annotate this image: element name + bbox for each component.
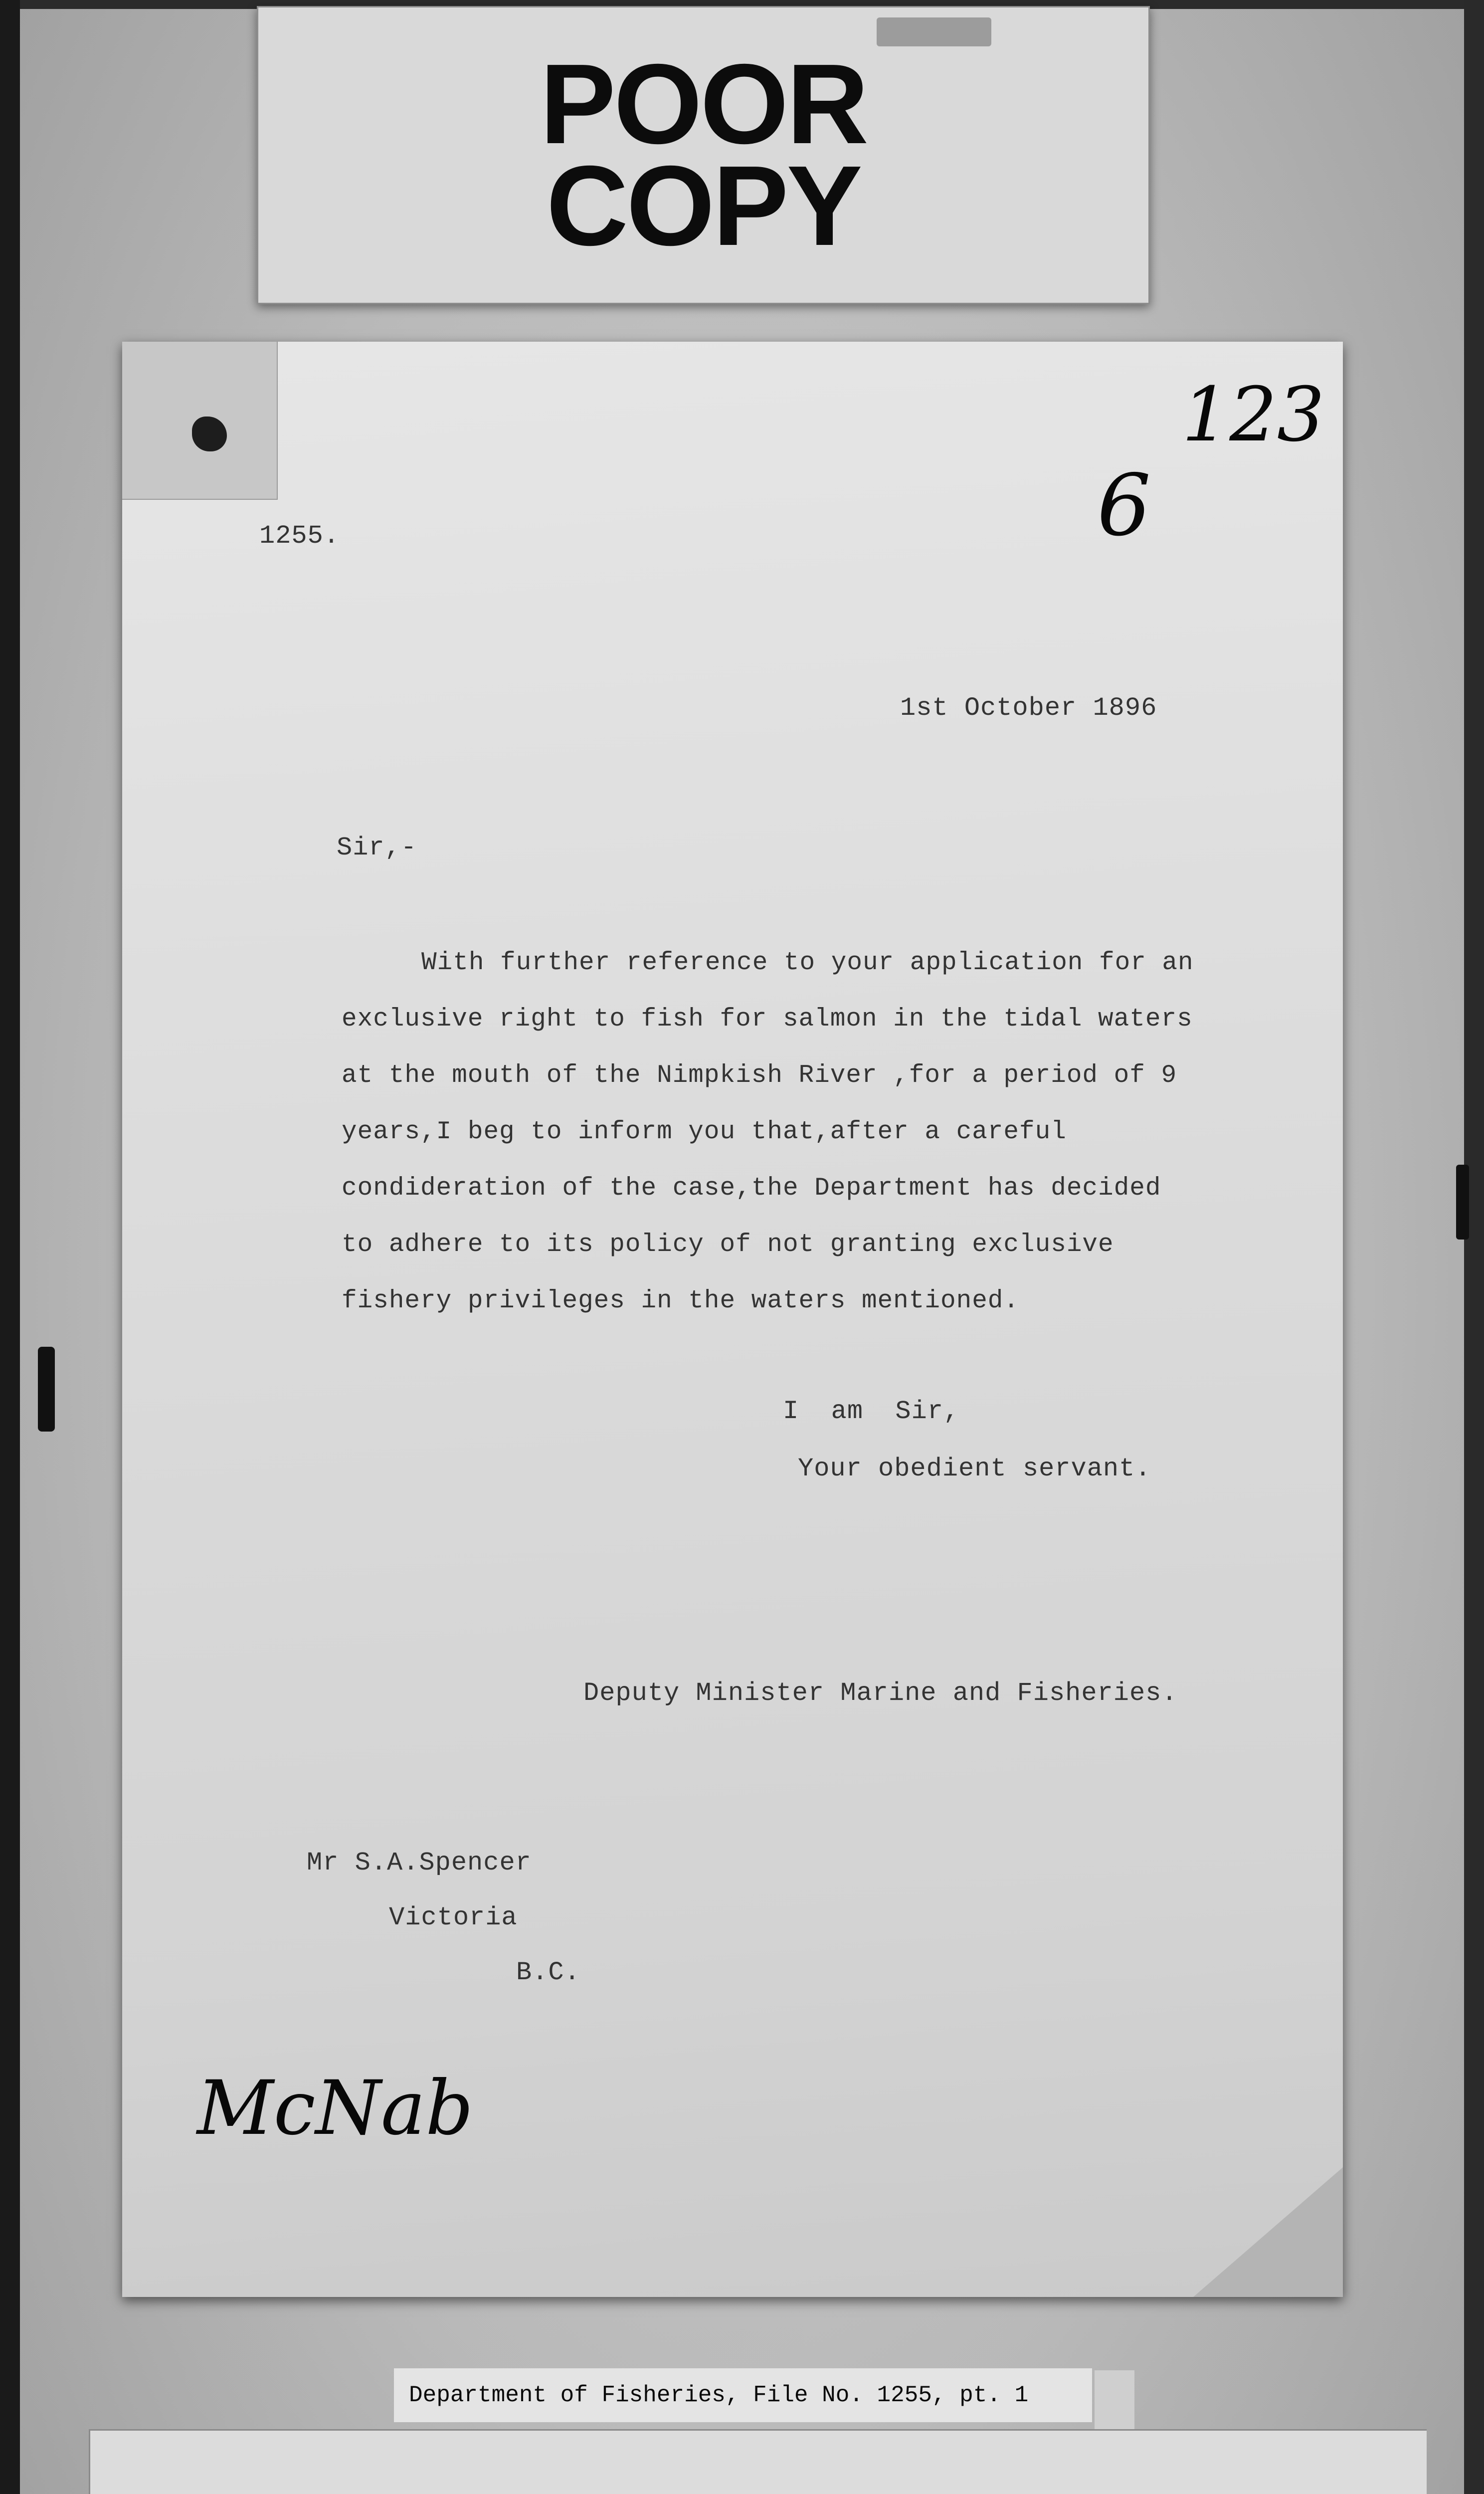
- body-line-4: years,I beg to inform you that,after a careful: [342, 1118, 1067, 1146]
- body-line-1: With further reference to your application for an: [421, 949, 1194, 977]
- strip-tab: [1095, 2370, 1134, 2430]
- film-frame-right: [1464, 0, 1484, 2494]
- body-line-7: fishery privileges in the waters mentioned.: [342, 1287, 1020, 1315]
- label-clip: [877, 17, 991, 46]
- poor-copy-line1: POOR: [540, 41, 867, 168]
- body-line-3: at the mouth of the Nimpkish River ,for a period of 9: [342, 1061, 1177, 1090]
- letter-date: 1st October 1896: [900, 693, 1157, 723]
- addressee-city: Victoria: [389, 1903, 518, 1932]
- archives-stamp: [89, 2429, 1427, 2494]
- addressee-province: B.C.: [516, 1958, 580, 1987]
- folio-mark: 6: [1097, 456, 1151, 555]
- salutation: Sir,-: [337, 833, 417, 862]
- page-corner-fold: [122, 342, 278, 500]
- poor-copy-label: [257, 6, 1150, 304]
- body-line-5: condideration of the case,the Department has decided: [342, 1174, 1161, 1203]
- closing-line-2: Your obedient servant.: [798, 1454, 1151, 1483]
- frame-mark-right: [1456, 1165, 1469, 1240]
- file-number: 1255.: [259, 521, 340, 551]
- file-reference-strip: [394, 2368, 1092, 2422]
- body-line-2: exclusive right to fish for salmon in the tidal waters: [342, 1005, 1193, 1034]
- film-frame-left: [0, 0, 20, 2494]
- page-corner-curl: [1193, 2167, 1343, 2297]
- closing-line-1: I am Sir,: [783, 1397, 960, 1426]
- folio-number: 123: [1182, 372, 1325, 458]
- ink-spot: [192, 416, 227, 451]
- poor-copy-line2: COPY: [546, 143, 861, 269]
- addressee-name: Mr S.A.Spencer: [307, 1848, 532, 1877]
- file-reference-text: Department of Fisheries, File No. 1255, pt. 1: [409, 2382, 1029, 2408]
- frame-mark-left: [38, 1347, 55, 1432]
- signatory-title: Deputy Minister Marine and Fisheries.: [583, 1678, 1178, 1708]
- letter-page: [122, 342, 1343, 2297]
- body-line-6: to adhere to its policy of not granting exclusive: [342, 1231, 1114, 1259]
- handwritten-initials: McNab: [197, 2065, 474, 2152]
